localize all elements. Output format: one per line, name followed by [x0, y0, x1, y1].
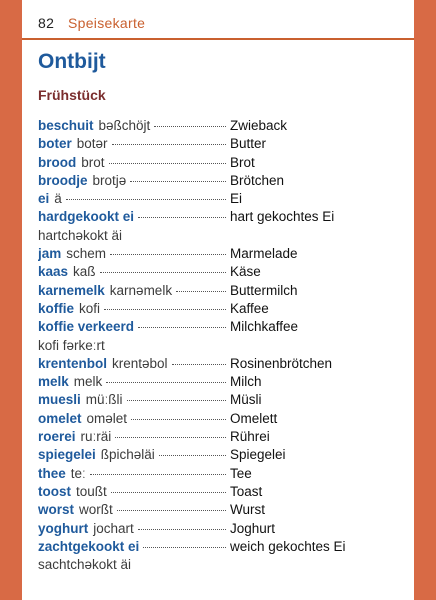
entry-source: [38, 465, 230, 483]
entry-row: [38, 520, 408, 538]
pronunciation: worßt: [79, 502, 113, 518]
dutch-term: zachtgekookt ei: [38, 538, 140, 554]
dutch-term: koffie verkeerd: [38, 319, 135, 335]
german-translation: Milch: [230, 374, 262, 390]
vocabulary-entry: [38, 282, 408, 300]
dutch-term: muesli: [38, 392, 81, 408]
german-translation: Zwieback: [230, 118, 288, 133]
german-translation: Käse: [230, 264, 261, 280]
dutch-term: krentenbol: [38, 355, 108, 371]
entry-row: [38, 245, 408, 263]
dot-leader: [176, 291, 226, 292]
german-translation: Kaffee: [230, 300, 269, 316]
pronunciation: botər: [76, 136, 108, 152]
dutch-term: spiegelei: [38, 447, 96, 463]
vocabulary-entry: [38, 410, 408, 428]
entry-row: [38, 208, 408, 226]
german-translation: Omelett: [230, 410, 278, 426]
vocabulary-entry: [38, 245, 408, 263]
section-title: Ontbijt: [38, 50, 106, 73]
entry-source: [38, 410, 230, 428]
vocabulary-entry: [38, 373, 408, 391]
vocabulary-entry: [38, 263, 408, 281]
vocabulary-entry: [38, 538, 408, 575]
german-translation: Toast: [230, 483, 263, 499]
vocabulary-entry: [38, 117, 408, 135]
entry-source: [38, 483, 230, 501]
entry-row: [38, 391, 408, 409]
dot-leader: [112, 144, 226, 145]
entry-row: [38, 428, 408, 446]
pronunciation: oməlet: [86, 410, 128, 426]
entry-row: [38, 373, 408, 391]
dutch-term: worst: [38, 502, 75, 518]
vocabulary-entry: [38, 355, 408, 373]
vocabulary-list: [38, 117, 408, 574]
entry-source: [38, 318, 230, 336]
entry-row: [38, 318, 408, 336]
dot-leader: [104, 309, 226, 310]
dot-leader: [154, 126, 226, 127]
german-translation: Spiegelei: [230, 447, 286, 463]
vocabulary-entry: [38, 208, 408, 245]
dutch-term: broodje: [38, 172, 88, 188]
dot-leader: [110, 254, 226, 255]
entry-row: [38, 410, 408, 428]
german-translation: Ei: [230, 191, 243, 207]
dictionary-page: [22, 0, 414, 600]
dutch-term: karnemelk: [38, 282, 105, 298]
entry-row: [38, 465, 408, 483]
pronunciation: müːßli: [85, 392, 123, 408]
dutch-term: koffie: [38, 300, 75, 316]
dot-leader: [131, 419, 226, 420]
german-translation: Brötchen: [230, 172, 285, 188]
subsection-title: Frühstück: [38, 87, 106, 103]
entry-row: [38, 282, 408, 300]
entry-source: [38, 190, 230, 208]
pronunciation: toußt: [76, 483, 107, 499]
german-translation: hart gekochtes Ei: [230, 209, 335, 225]
dot-leader: [138, 217, 226, 218]
entry-row: [38, 501, 408, 519]
entry-row: [38, 135, 408, 153]
entry-row: [38, 483, 408, 501]
dot-leader: [159, 455, 226, 456]
dot-leader: [117, 510, 226, 511]
vocabulary-entry: [38, 190, 408, 208]
pronunciation: krentəbol: [112, 355, 168, 371]
german-translation: Tee: [230, 465, 252, 481]
vocabulary-entry: [38, 135, 408, 153]
entry-source: [38, 208, 230, 226]
dot-leader: [100, 272, 226, 273]
page-header: [22, 0, 414, 40]
entry-source: [38, 282, 230, 300]
entry-source: [38, 538, 230, 556]
german-translation: Wurst: [230, 502, 266, 518]
entry-source: [38, 428, 230, 446]
dutch-term: beschuit: [38, 118, 94, 133]
pronunciation: brotjə: [92, 172, 127, 188]
german-translation: Rosinenbrötchen: [230, 355, 333, 371]
page-number: 82: [38, 15, 55, 31]
dutch-term: toost: [38, 483, 71, 499]
pronunciation: ßpichəläi: [100, 447, 155, 463]
pronunciation: kaß: [73, 264, 96, 280]
german-translation: Rührei: [230, 429, 270, 445]
dot-leader: [111, 492, 226, 493]
dutch-term: brood: [38, 154, 77, 170]
pronunciation: jochart: [93, 520, 134, 536]
vocabulary-entry: [38, 446, 408, 464]
entry-source: [38, 300, 230, 318]
dutch-term: thee: [38, 465, 66, 481]
pronunciation: kofi: [79, 300, 101, 316]
entry-source: [38, 172, 230, 190]
entry-source: [38, 446, 230, 464]
pronunciation: bəßchöjt: [98, 118, 151, 133]
vocabulary-entry: [38, 520, 408, 538]
pronunciation: ä: [54, 191, 62, 207]
dot-leader: [138, 529, 226, 530]
dutch-term: yoghurt: [38, 520, 89, 536]
dutch-term: melk: [38, 374, 69, 390]
vocabulary-entry: [38, 300, 408, 318]
german-translation: Butter: [230, 136, 267, 152]
pronunciation: kofi fərkeːrt: [38, 337, 105, 353]
dutch-term: boter: [38, 136, 72, 152]
vocabulary-entry: [38, 391, 408, 409]
vocabulary-entry: [38, 154, 408, 172]
dot-leader: [143, 547, 226, 548]
german-translation: weich gekochtes Ei: [230, 538, 346, 554]
entry-source: [38, 373, 230, 391]
german-translation: Marmelade: [230, 246, 298, 262]
entry-source: [38, 117, 230, 135]
entry-source: [38, 245, 230, 263]
dutch-term: ei: [38, 191, 50, 207]
pronunciation: brot: [81, 154, 105, 170]
entry-row: [38, 117, 408, 135]
pronunciation: sachtchəkokt äi: [38, 557, 132, 573]
dot-leader: [106, 382, 226, 383]
vocabulary-entry: [38, 501, 408, 519]
dot-leader: [109, 163, 226, 164]
entry-row: [38, 154, 408, 172]
dutch-term: roerei: [38, 429, 76, 445]
entry-row: [38, 446, 408, 464]
pronunciation: melk: [73, 374, 103, 390]
entry-row: [38, 538, 408, 556]
pronunciation: karnəmelk: [109, 282, 173, 298]
entry-source: [38, 391, 230, 409]
german-translation: Brot: [230, 154, 255, 170]
entry-source: [38, 135, 230, 153]
entry-row: [38, 263, 408, 281]
dutch-term: jam: [38, 246, 62, 262]
pronunciation: schem: [66, 246, 107, 262]
german-translation: Müsli: [230, 392, 262, 408]
vocabulary-entry: [38, 483, 408, 501]
entry-source: [38, 501, 230, 519]
dot-leader: [127, 400, 226, 401]
dot-leader: [138, 327, 226, 328]
vocabulary-entry: [38, 465, 408, 483]
pronunciation: hartchəkokt äi: [38, 227, 123, 243]
german-translation: Buttermilch: [230, 282, 298, 298]
german-translation: Joghurt: [230, 520, 276, 536]
dot-leader: [66, 199, 226, 200]
dutch-term: kaas: [38, 264, 69, 280]
dot-leader: [172, 364, 226, 365]
dot-leader: [90, 474, 226, 475]
pronunciation: teː: [70, 465, 86, 481]
dutch-term: hardgekookt ei: [38, 209, 135, 225]
vocabulary-entry: [38, 172, 408, 190]
entry-source: [38, 355, 230, 373]
german-translation: Milchkaffee: [230, 319, 299, 335]
pronunciation: ruːräi: [80, 429, 112, 445]
entry-row: [38, 300, 408, 318]
entry-row: [38, 190, 408, 208]
vocabulary-entry: [38, 428, 408, 446]
dot-leader: [115, 437, 226, 438]
entry-source: [38, 263, 230, 281]
entry-row: [38, 355, 408, 373]
dutch-term: omelet: [38, 410, 82, 426]
vocabulary-entry: [38, 318, 408, 355]
entry-row: [38, 172, 408, 190]
running-title: Speisekarte: [68, 15, 146, 31]
dot-leader: [130, 181, 226, 182]
entry-source: [38, 520, 230, 538]
entry-source: [38, 154, 230, 172]
